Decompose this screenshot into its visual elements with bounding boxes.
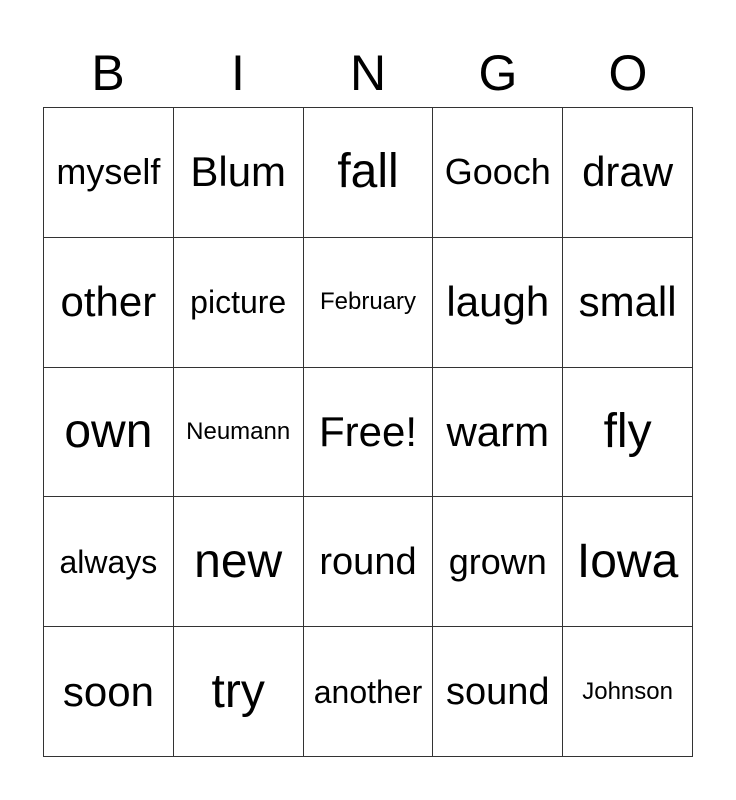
cell-word: always bbox=[59, 543, 158, 580]
cell-word: new bbox=[194, 534, 283, 588]
cell-word: draw bbox=[582, 148, 674, 196]
bingo-cell-r5-c5[interactable] bbox=[563, 627, 693, 757]
header-letter-i: I bbox=[231, 45, 245, 101]
cell-word: picture bbox=[190, 284, 287, 321]
bingo-cell-r1-c1[interactable] bbox=[44, 108, 174, 238]
cell-word: round bbox=[319, 540, 417, 583]
bingo-cell-r1-c4[interactable] bbox=[433, 108, 563, 238]
cell-word: own bbox=[64, 404, 153, 458]
bingo-cell-r1-c2[interactable] bbox=[174, 108, 304, 238]
cell-word: laugh bbox=[446, 278, 550, 326]
cell-word: Blum bbox=[190, 148, 287, 196]
bingo-cell-r4-c4[interactable] bbox=[433, 497, 563, 627]
cell-word: other bbox=[60, 278, 157, 326]
bingo-cell-r5-c2[interactable] bbox=[174, 627, 304, 757]
bingo-cell-r3-c5[interactable] bbox=[563, 368, 693, 498]
bingo-cell-r3-c1[interactable] bbox=[44, 368, 174, 498]
bingo-cell-r4-c5[interactable] bbox=[563, 497, 693, 627]
bingo-cell-r4-c1[interactable] bbox=[44, 497, 174, 627]
cell-word: myself bbox=[56, 151, 161, 193]
bingo-cell-r2-c5[interactable] bbox=[563, 238, 693, 368]
bingo-cell-r2-c4[interactable] bbox=[433, 238, 563, 368]
header-letter-o: O bbox=[608, 45, 648, 101]
header-letter-b: B bbox=[91, 45, 125, 101]
cell-word: Neumann bbox=[186, 417, 291, 445]
bingo-cell-r2-c3[interactable] bbox=[304, 238, 434, 368]
bingo-card-grid bbox=[43, 107, 693, 757]
bingo-header bbox=[43, 40, 693, 106]
cell-word: soon bbox=[62, 667, 154, 715]
bingo-cell-r2-c2[interactable] bbox=[174, 238, 304, 368]
cell-word: fall bbox=[337, 145, 399, 199]
cell-word: sound bbox=[446, 670, 550, 713]
bingo-cell-r3-c4[interactable] bbox=[433, 368, 563, 498]
bingo-cell-r4-c2[interactable] bbox=[174, 497, 304, 627]
cell-word: try bbox=[211, 664, 265, 718]
bingo-cell-r5-c1[interactable] bbox=[44, 627, 174, 757]
cell-word: Johnson bbox=[582, 677, 673, 705]
cell-word: small bbox=[578, 278, 677, 326]
bingo-cell-r1-c3[interactable] bbox=[304, 108, 434, 238]
bingo-cell-r2-c1[interactable] bbox=[44, 238, 174, 368]
header-letter-n: N bbox=[349, 45, 387, 101]
cell-word: February bbox=[319, 288, 417, 316]
cell-word: Iowa bbox=[576, 534, 679, 588]
header-letter-g: G bbox=[478, 45, 518, 101]
cell-word: fly bbox=[603, 404, 652, 458]
cell-word: grown bbox=[448, 540, 547, 582]
bingo-cell-r3-c2[interactable] bbox=[174, 368, 304, 498]
bingo-cell-r3-c3 free-space[interactable] bbox=[304, 368, 434, 498]
bingo-cell-r1-c5[interactable] bbox=[563, 108, 693, 238]
free-space-label: Free! bbox=[318, 407, 417, 455]
cell-word: warm bbox=[446, 407, 550, 455]
bingo-cell-r4-c3[interactable] bbox=[304, 497, 434, 627]
bingo-cell-r5-c3[interactable] bbox=[304, 627, 434, 757]
bingo-cell-r5-c4[interactable] bbox=[433, 627, 563, 757]
cell-word: another bbox=[313, 673, 423, 710]
cell-word: Gooch bbox=[444, 151, 551, 193]
